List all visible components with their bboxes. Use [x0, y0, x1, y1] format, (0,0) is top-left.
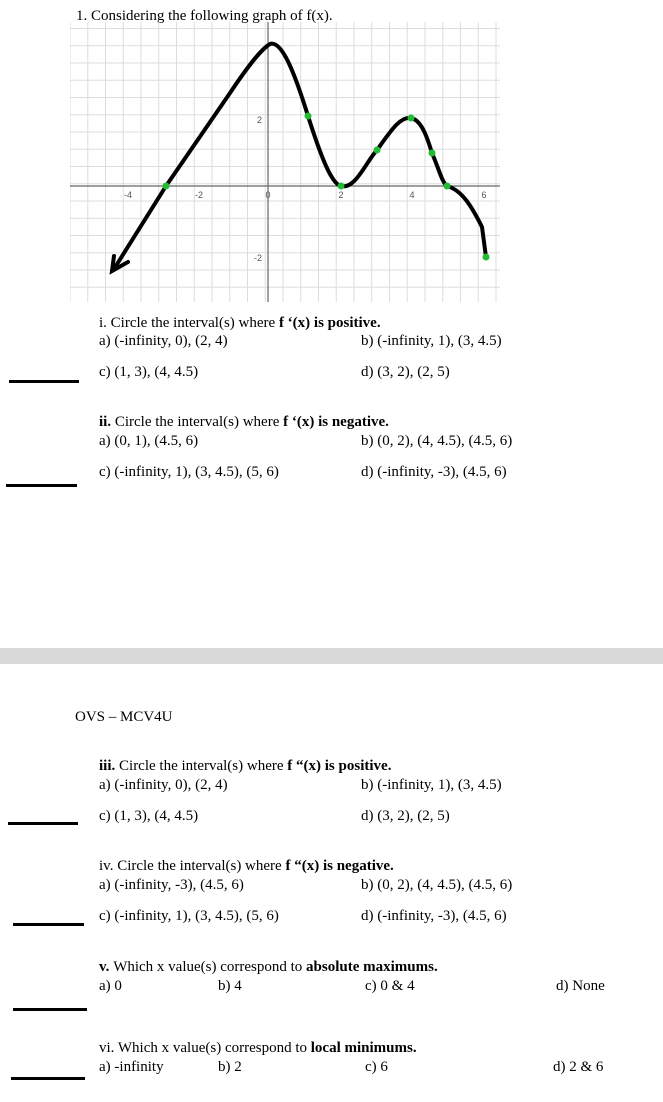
- q4-option-a[interactable]: a) (-infinity, -3), (4.5, 6): [99, 877, 244, 893]
- answer-blank-1[interactable]: [9, 380, 79, 383]
- q1-text: i. Circle the interval(s) where f ‘(x) is positive.: [99, 315, 381, 331]
- q6-option-d[interactable]: d) 2 & 6: [553, 1059, 604, 1075]
- y-tick-label: -2: [253, 253, 262, 263]
- q2-text: ii. Circle the interval(s) where f ‘(x) is negative.: [99, 414, 389, 430]
- graph-tick-labels: [124, 115, 487, 263]
- q4-text: iv. Circle the interval(s) where f “(x) is negative.: [99, 858, 394, 874]
- q1-option-b[interactable]: b) (-infinity, 1), (3, 4.5): [361, 333, 502, 349]
- q6-option-a[interactable]: a) -infinity: [99, 1059, 164, 1075]
- graph-point: [444, 183, 451, 190]
- q3-option-c[interactable]: c) (1, 3), (4, 4.5): [99, 808, 199, 824]
- q5-option-b[interactable]: b) 4: [218, 978, 242, 994]
- q2-option-d[interactable]: d) (-infinity, -3), (4.5, 6): [361, 464, 507, 480]
- q5-option-a[interactable]: a) 0: [99, 978, 122, 994]
- q3-option-a[interactable]: a) (-infinity, 0), (2, 4): [99, 777, 228, 793]
- q1-option-a[interactable]: a) (-infinity, 0), (2, 4): [99, 333, 228, 349]
- question-heading: 1. Considering the following graph of f(x).: [76, 8, 333, 24]
- answer-blank-6[interactable]: [11, 1077, 85, 1080]
- q6-option-b[interactable]: b) 2: [218, 1059, 242, 1075]
- answer-blank-2[interactable]: [6, 484, 77, 487]
- q3-option-d[interactable]: d) (3, 2), (2, 5): [361, 808, 450, 824]
- graph-point: [338, 183, 345, 190]
- q1-option-c[interactable]: c) (1, 3), (4, 4.5): [99, 364, 199, 380]
- q6-option-c[interactable]: c) 6: [365, 1059, 388, 1075]
- x-tick-label: 6: [481, 190, 487, 200]
- function-graph: [70, 22, 500, 302]
- x-tick-label: 0: [265, 190, 271, 200]
- q5-option-c[interactable]: c) 0 & 4: [365, 978, 415, 994]
- q4-option-c[interactable]: c) (-infinity, 1), (3, 4.5), (5, 6): [99, 908, 279, 924]
- graph-point: [163, 183, 170, 190]
- q4-option-b[interactable]: b) (0, 2), (4, 4.5), (4.5, 6): [361, 877, 513, 893]
- y-tick-label: 2: [256, 115, 262, 125]
- q3-text: iii. Circle the interval(s) where f “(x) is positive.: [99, 758, 392, 774]
- q2-option-b[interactable]: b) (0, 2), (4, 4.5), (4.5, 6): [361, 433, 513, 449]
- q5-option-d[interactable]: d) None: [556, 978, 605, 994]
- graph-point: [305, 113, 312, 120]
- x-tick-label: -4: [123, 190, 133, 200]
- q5-text: v. Which x value(s) correspond to absolute maximums.: [99, 959, 438, 975]
- q1-option-d[interactable]: d) (3, 2), (2, 5): [361, 364, 450, 380]
- page-separator: [0, 648, 663, 664]
- q3-option-b[interactable]: b) (-infinity, 1), (3, 4.5): [361, 777, 502, 793]
- x-tick-label: 4: [409, 190, 415, 200]
- x-tick-label: -2: [194, 190, 204, 200]
- answer-blank-3[interactable]: [8, 822, 78, 825]
- graph-point: [429, 150, 436, 157]
- q2-option-a[interactable]: a) (0, 1), (4.5, 6): [99, 433, 199, 449]
- q2-option-c[interactable]: c) (-infinity, 1), (3, 4.5), (5, 6): [99, 464, 279, 480]
- answer-blank-5[interactable]: [13, 1008, 87, 1011]
- graph-point: [483, 254, 490, 261]
- graph-point: [408, 115, 415, 122]
- graph-point: [374, 147, 381, 154]
- page-header: OVS – MCV4U: [75, 709, 173, 725]
- q4-option-d[interactable]: d) (-infinity, -3), (4.5, 6): [361, 908, 507, 924]
- q6-text: vi. Which x value(s) correspond to local minimums.: [99, 1040, 417, 1056]
- x-tick-label: 2: [338, 190, 344, 200]
- answer-blank-4[interactable]: [13, 923, 84, 926]
